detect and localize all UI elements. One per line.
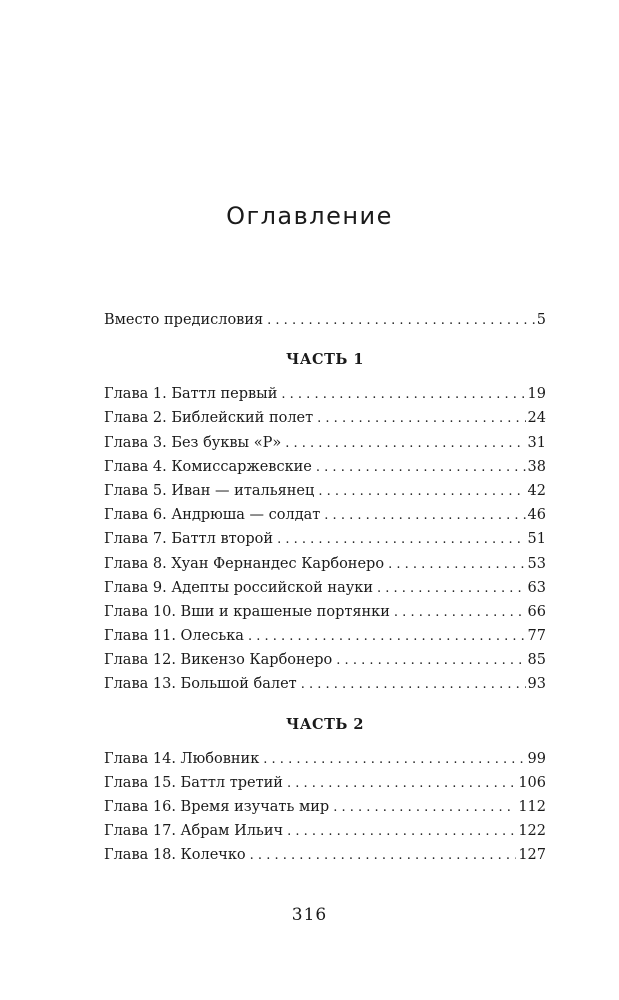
dot-leader (318, 480, 525, 504)
dot-leader (301, 673, 526, 697)
part-1-chapter-list (104, 382, 546, 696)
dot-leader (287, 820, 516, 844)
toc-entry-page: 46 (527, 507, 546, 524)
toc-entry-label: Глава 17. Абрам Ильич (104, 823, 284, 840)
dot-leader (316, 456, 526, 480)
toc-entry-label: Глава 6. Андрюша — солдат (104, 507, 321, 524)
toc-entry-page: 42 (527, 482, 546, 499)
dot-leader (250, 844, 517, 868)
toc-entry-chapter (104, 795, 546, 819)
toc-entry-chapter (104, 576, 546, 600)
toc-entry-chapter (104, 431, 546, 455)
toc-entry-page: 93 (527, 676, 546, 693)
dot-leader (377, 577, 526, 601)
toc-entry-page: 63 (527, 579, 546, 596)
toc-entry-label: Глава 2. Библейский полет (104, 410, 314, 427)
toc-entry-page: 5 (536, 312, 546, 328)
toc-entry-label: Глава 18. Колечко (104, 847, 246, 864)
toc-entry-page: 38 (527, 458, 546, 475)
toc-entry-label: Глава 11. Олеська (104, 628, 244, 645)
toc-entry-label: Глава 16. Время изучать мир (104, 799, 330, 815)
toc-entry-page: 77 (527, 628, 546, 645)
toc-entry-chapter (104, 648, 546, 672)
toc-entry-chapter (104, 747, 546, 771)
toc-entry-page: 24 (527, 410, 546, 427)
toc-entry-preface (104, 308, 546, 332)
dot-leader (336, 649, 525, 673)
dot-leader (287, 772, 516, 796)
dot-leader (263, 748, 525, 772)
toc-title: Оглавление (226, 202, 393, 230)
toc-entry-label: Глава 14. Любовник (104, 750, 260, 767)
dot-leader (333, 796, 516, 820)
toc-entry-chapter (104, 455, 546, 479)
part-heading-2: ЧАСТЬ 2 (286, 715, 364, 733)
toc-entry-label: Глава 9. Адепты российской науки (104, 579, 373, 596)
toc-entry-page: 51 (527, 531, 546, 548)
toc-entry-chapter (104, 527, 546, 551)
toc-entry-label: Глава 15. Баттл третий (104, 774, 283, 791)
page-number: 316 (291, 905, 328, 925)
toc-entry-page: 31 (527, 434, 546, 451)
toc-entry-label: Глава 4. Комиссаржевские (104, 458, 312, 475)
toc-entry-chapter (104, 672, 546, 696)
toc-entry-label: Глава 13. Большой балет (104, 676, 297, 693)
dot-leader (394, 601, 526, 625)
toc-entry-label: Глава 12. Викензо Карбонеро (104, 652, 333, 669)
toc-entry-chapter (104, 843, 546, 867)
toc-entry-chapter (104, 624, 546, 648)
table-of-contents (104, 308, 546, 868)
toc-entry-chapter (104, 479, 546, 503)
toc-entry-page: 112 (518, 799, 546, 815)
toc-entry-chapter (104, 771, 546, 795)
toc-entry-page: 122 (518, 823, 546, 840)
toc-entry-page: 53 (527, 555, 546, 572)
toc-entry-page: 106 (518, 774, 546, 791)
dot-leader (277, 528, 525, 552)
dot-leader (248, 625, 526, 649)
toc-entry-label: Глава 5. Иван — итальянец (104, 482, 315, 499)
dot-leader (267, 309, 535, 333)
toc-entry-chapter (104, 600, 546, 624)
toc-entry-page: 127 (518, 847, 546, 864)
toc-entry-chapter (104, 819, 546, 843)
dot-leader (281, 383, 525, 407)
toc-entry-label: Глава 10. Вши и крашеные портянки (104, 603, 390, 620)
part-2-chapter-list (104, 747, 546, 868)
dot-leader (285, 432, 525, 456)
toc-entry-chapter (104, 503, 546, 527)
toc-entry-page: 19 (527, 386, 546, 403)
toc-entry-chapter (104, 552, 546, 576)
toc-entry-chapter (104, 406, 546, 430)
toc-entry-label: Вместо предисловия (104, 312, 264, 328)
toc-entry-label: Глава 3. Без буквы «Р» (104, 434, 282, 451)
toc-entry-label: Глава 7. Баттл второй (104, 531, 274, 548)
toc-entry-label: Глава 1. Баттл первый (104, 386, 278, 403)
toc-entry-label: Глава 8. Хуан Фернандес Карбонеро (104, 555, 385, 572)
toc-entry-page: 85 (527, 652, 546, 669)
dot-leader (388, 553, 525, 577)
toc-entry-chapter (104, 382, 546, 406)
part-heading-1: ЧАСТЬ 1 (286, 351, 364, 369)
toc-entry-page: 99 (527, 750, 546, 767)
dot-leader (324, 504, 525, 528)
toc-entry-page: 66 (527, 603, 546, 620)
dot-leader (317, 407, 525, 431)
